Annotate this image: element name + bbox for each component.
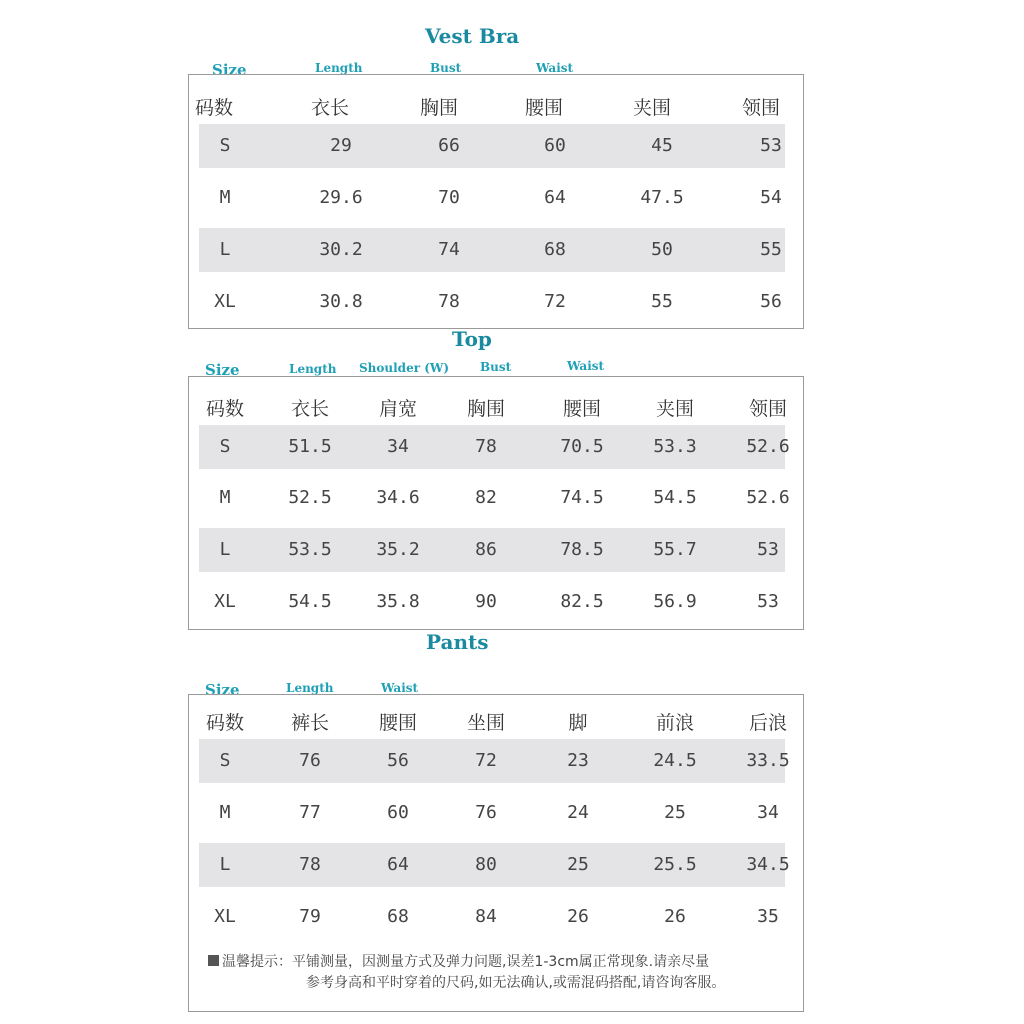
value-cell: 35.2 [376, 539, 420, 560]
value-cell: 70 [438, 187, 460, 208]
header-cell: 夹围 [655, 398, 694, 420]
value-cell: 84 [475, 906, 497, 927]
value-cell: 54 [760, 187, 782, 208]
value-cell: 60 [387, 802, 409, 823]
top-length-label: Length [289, 362, 337, 376]
table-row [199, 176, 785, 220]
value-cell: 70.5 [560, 436, 604, 457]
header-cell: 脚 [568, 712, 588, 734]
table-row [199, 280, 785, 324]
vest-bust-label: Bust [430, 61, 462, 75]
value-cell: 78 [475, 436, 497, 457]
header-cell: 衣长 [290, 398, 329, 420]
vest-size-label: Size [212, 61, 247, 79]
table-row [199, 124, 785, 168]
size-cell: M [219, 487, 231, 508]
header-cell: 夹围 [632, 97, 671, 119]
header-cell: 领围 [741, 97, 780, 119]
value-cell: 34 [387, 436, 409, 457]
value-cell: 68 [387, 906, 409, 927]
value-cell: 60 [544, 135, 566, 156]
top-bust-label: Bust [480, 360, 512, 374]
value-cell: 74.5 [560, 487, 604, 508]
value-cell: 25 [664, 802, 686, 823]
value-cell: 53.5 [288, 539, 332, 560]
header-cell: 裤长 [290, 712, 329, 734]
value-cell: 29 [330, 135, 352, 156]
top-title: Top [452, 327, 492, 351]
header-cell: 腰围 [562, 398, 601, 420]
size-cell: S [219, 436, 231, 457]
table-row [199, 895, 785, 939]
value-cell: 34 [757, 802, 779, 823]
value-cell: 55 [651, 291, 673, 312]
size-cell: XL [214, 291, 236, 312]
value-cell: 66 [438, 135, 460, 156]
value-cell: 23 [567, 750, 589, 771]
value-cell: 53 [757, 539, 779, 560]
header-cell: 胸围 [466, 398, 505, 420]
size-cell: L [219, 539, 231, 560]
table-header-row [199, 394, 785, 420]
value-cell: 55 [760, 239, 782, 260]
header-cell: 领围 [748, 398, 787, 420]
value-cell: 24.5 [653, 750, 697, 771]
value-cell: 78 [299, 854, 321, 875]
value-cell: 76 [475, 802, 497, 823]
value-cell: 50 [651, 239, 673, 260]
header-cell: 码数 [194, 97, 233, 119]
value-cell: 35.8 [376, 591, 420, 612]
table-row [199, 843, 790, 887]
value-cell: 29.6 [319, 187, 363, 208]
value-cell: 64 [544, 187, 566, 208]
value-cell: 77 [299, 802, 321, 823]
table-row [199, 425, 790, 469]
pants-size-label: Size [205, 681, 240, 699]
value-cell: 76 [299, 750, 321, 771]
value-cell: 74 [438, 239, 460, 260]
top-table [188, 376, 804, 630]
value-cell: 45 [651, 135, 673, 156]
table-header-row [194, 93, 785, 119]
size-cell: S [219, 135, 231, 156]
header-cell: 码数 [205, 712, 244, 734]
value-cell: 56 [387, 750, 409, 771]
table-row [199, 580, 785, 624]
value-cell: 30.2 [319, 239, 363, 260]
table-row [199, 476, 790, 520]
value-cell: 56.9 [653, 591, 697, 612]
value-cell: 68 [544, 239, 566, 260]
value-cell: 72 [544, 291, 566, 312]
size-cell: S [219, 750, 231, 771]
value-cell: 55.7 [653, 539, 697, 560]
pants-waist-label: Waist [381, 681, 419, 695]
value-cell: 51.5 [288, 436, 332, 457]
size-cell: XL [214, 591, 236, 612]
value-cell: 52.6 [746, 487, 790, 508]
value-cell: 25.5 [653, 854, 697, 875]
value-cell: 47.5 [640, 187, 684, 208]
header-cell: 后浪 [748, 712, 787, 734]
value-cell: 86 [475, 539, 497, 560]
value-cell: 72 [475, 750, 497, 771]
vest-bra-table [188, 74, 804, 329]
value-cell: 33.5 [746, 750, 790, 771]
header-cell: 衣长 [310, 97, 349, 119]
note-line-2: 参考身高和平时穿着的尺码,如无法确认,或需混码搭配,请咨询客服。 [306, 975, 726, 991]
vest-waist-label: Waist [536, 61, 574, 75]
value-cell: 53 [760, 135, 782, 156]
size-cell: L [219, 854, 231, 875]
value-cell: 54.5 [288, 591, 332, 612]
value-cell: 35 [757, 906, 779, 927]
measurement-note [208, 952, 798, 994]
size-cell: M [219, 187, 231, 208]
size-cell: XL [214, 906, 236, 927]
value-cell: 52.5 [288, 487, 332, 508]
value-cell: 26 [664, 906, 686, 927]
value-cell: 54.5 [653, 487, 697, 508]
table-row [199, 528, 785, 572]
header-cell: 前浪 [655, 712, 694, 734]
header-cell: 胸围 [419, 97, 458, 119]
header-cell: 腰围 [378, 712, 417, 734]
top-size-label: Size [205, 361, 240, 379]
value-cell: 78 [438, 291, 460, 312]
header-cell: 坐围 [466, 712, 505, 734]
note-line-1: 温馨提示：平铺测量，因测量方式及弹力问题,误差1-3cm属正常现象.请亲尽量 [222, 954, 710, 970]
top-shoulder-label: Shoulder (W) [359, 361, 450, 375]
table-row [199, 228, 785, 272]
square-bullet-icon [208, 955, 219, 966]
value-cell: 79 [299, 906, 321, 927]
pants-title: Pants [426, 630, 489, 654]
value-cell: 25 [567, 854, 589, 875]
value-cell: 64 [387, 854, 409, 875]
vest-bra-title: Vest Bra [425, 24, 520, 48]
value-cell: 82.5 [560, 591, 604, 612]
header-cell: 码数 [205, 398, 244, 420]
table-header-row [199, 708, 785, 734]
value-cell: 26 [567, 906, 589, 927]
vest-length-label: Length [315, 61, 363, 75]
table-row [199, 739, 790, 783]
value-cell: 80 [475, 854, 497, 875]
value-cell: 82 [475, 487, 497, 508]
value-cell: 78.5 [560, 539, 604, 560]
header-cell: 肩宽 [378, 398, 417, 420]
pants-length-label: Length [286, 681, 334, 695]
size-cell: L [219, 239, 231, 260]
value-cell: 34.5 [746, 854, 790, 875]
value-cell: 53 [757, 591, 779, 612]
header-cell: 腰围 [524, 97, 563, 119]
value-cell: 90 [475, 591, 497, 612]
top-waist-label: Waist [567, 359, 605, 373]
value-cell: 34.6 [376, 487, 420, 508]
value-cell: 53.3 [653, 436, 697, 457]
size-cell: M [219, 802, 231, 823]
value-cell: 24 [567, 802, 589, 823]
table-row [199, 791, 785, 835]
value-cell: 52.6 [746, 436, 790, 457]
value-cell: 30.8 [319, 291, 363, 312]
value-cell: 56 [760, 291, 782, 312]
